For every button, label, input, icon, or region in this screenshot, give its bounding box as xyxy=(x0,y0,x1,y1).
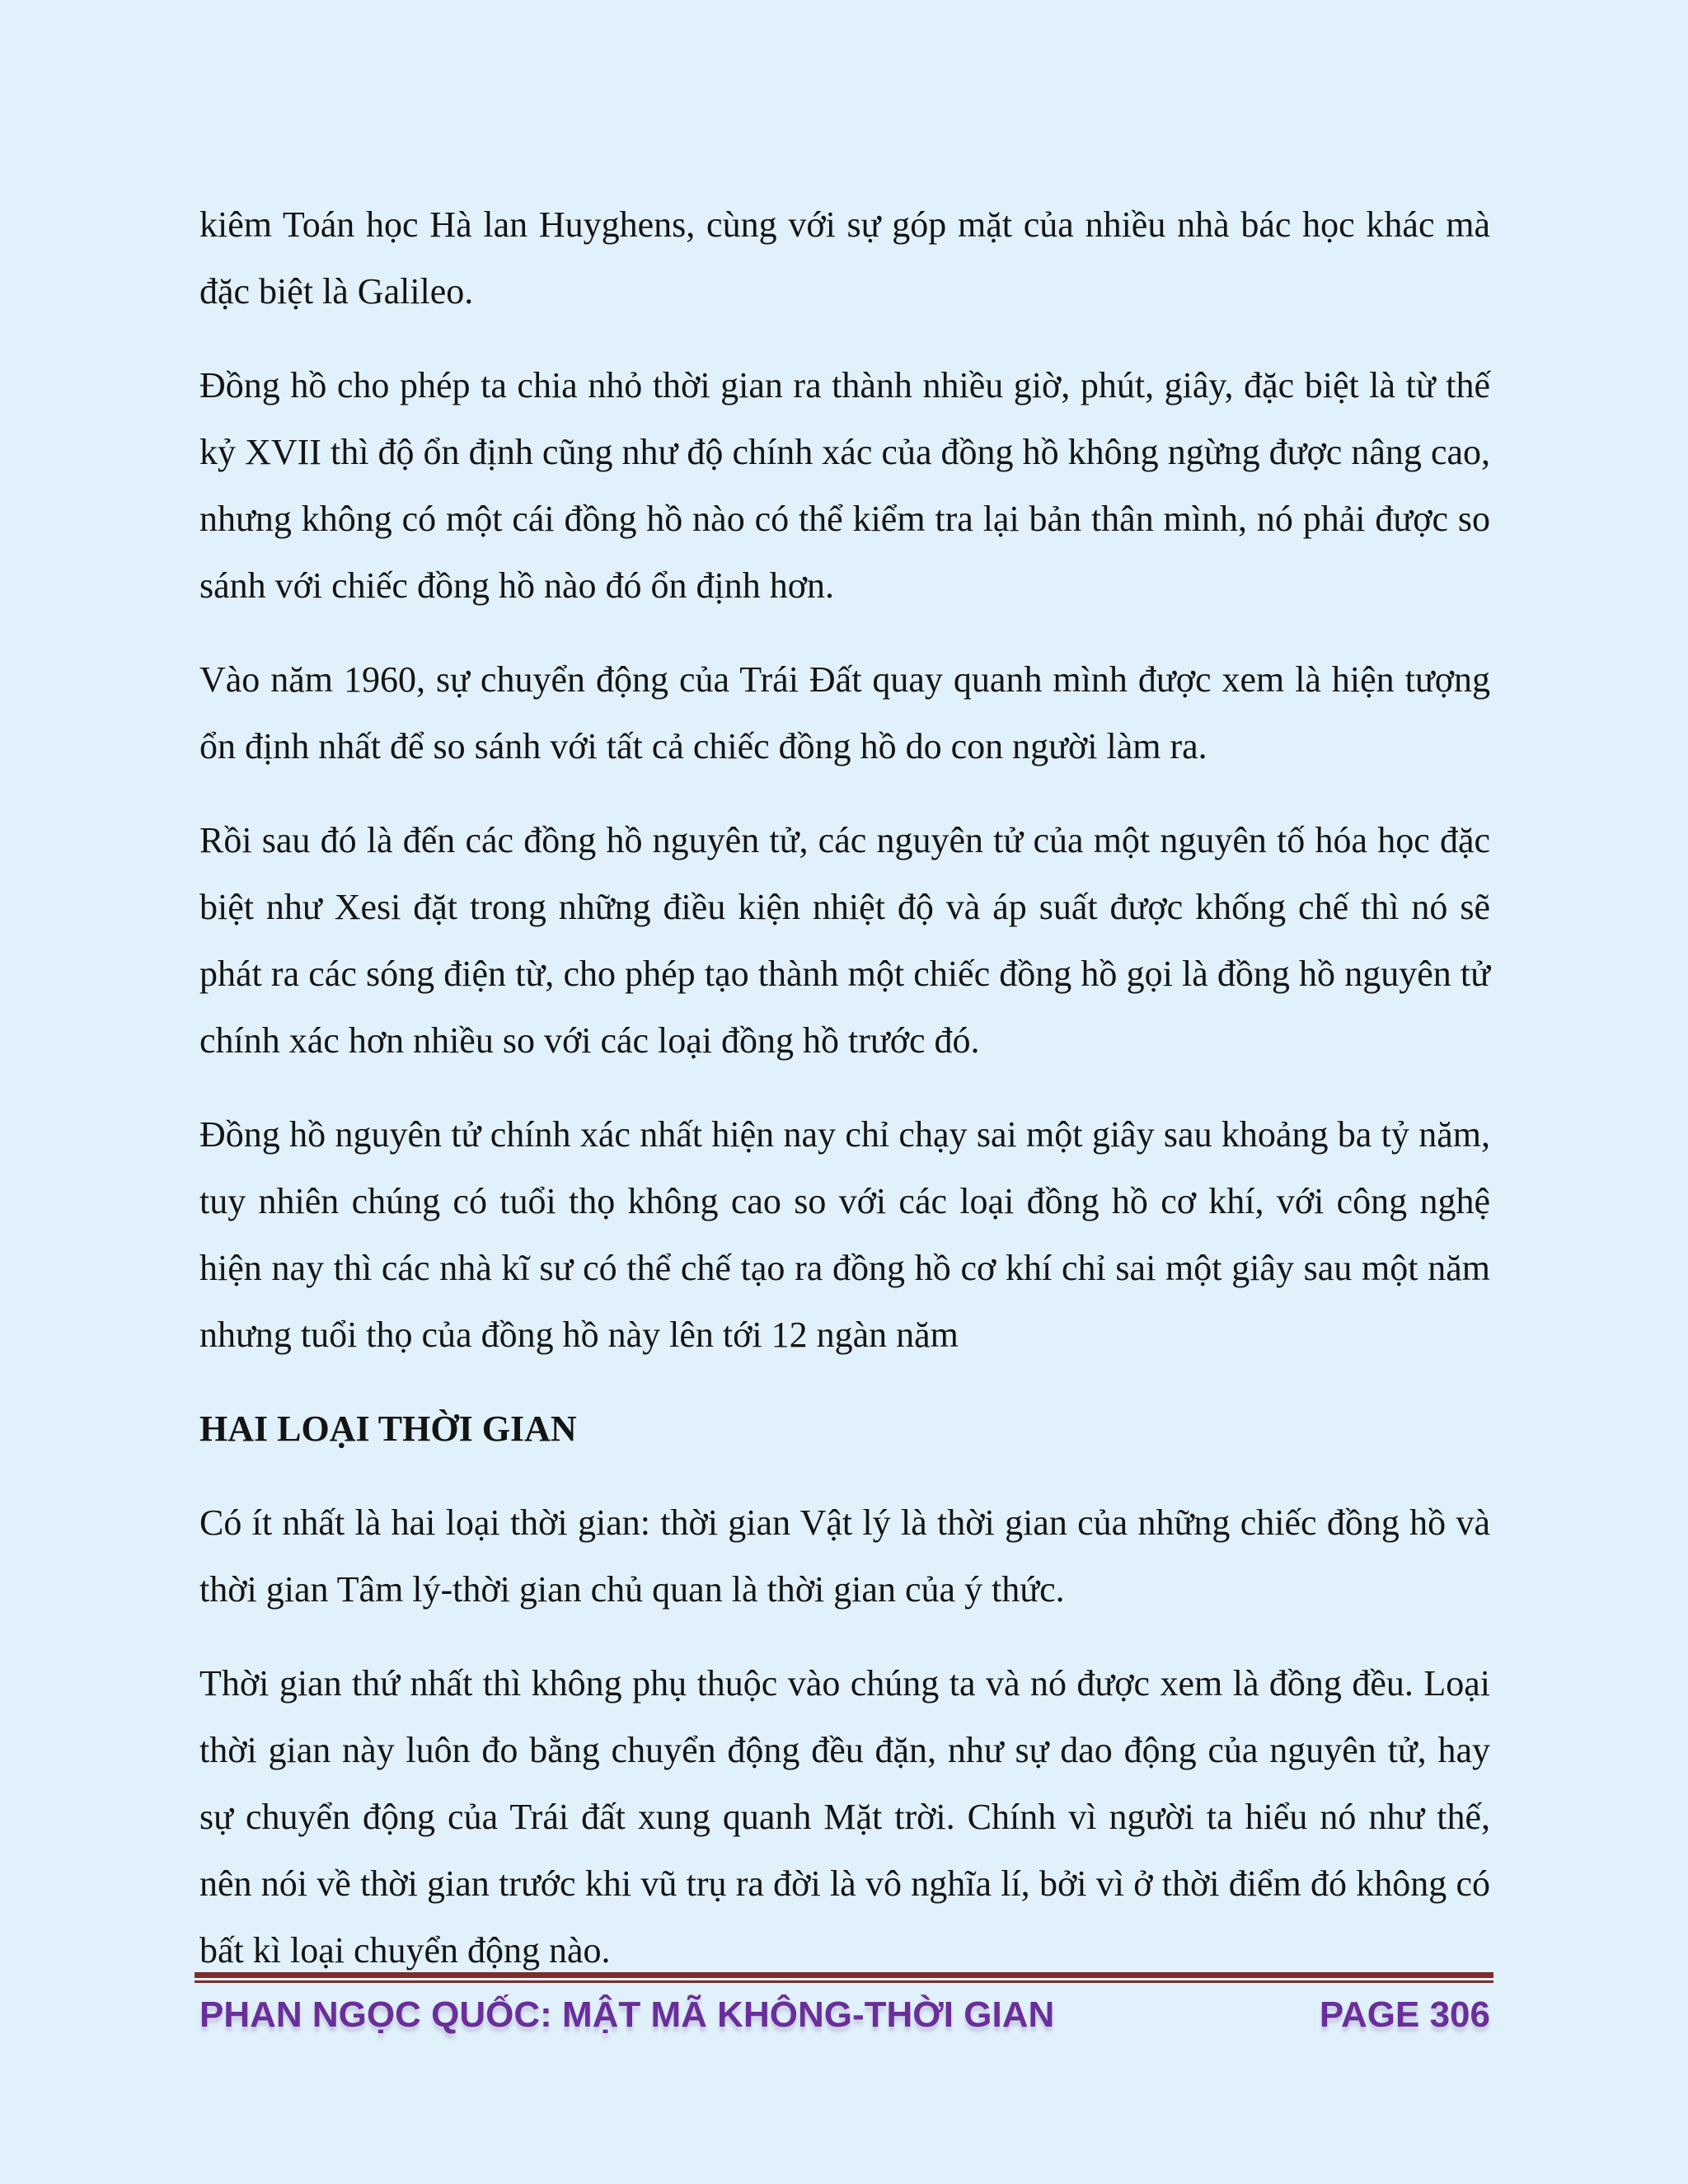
page-footer xyxy=(199,1986,1490,2044)
footer-rule-thick xyxy=(195,1972,1493,1978)
paragraph-huyghens: kiêm Toán học Hà lan Huyghens, cùng với sự góp mặt của nhiều nhà bác học khác mà đặc biệt là Galileo. xyxy=(199,204,1490,312)
page-body xyxy=(199,191,1490,2011)
paragraph-earth-rotation: Vào năm 1960, sự chuyển động của Trái Đất quay quanh mình được xem là hiện tượng ổn định nhất để so sánh với tất cả chiếc đồng hồ do con người làm ra. xyxy=(199,659,1490,766)
section-heading: HAI LOẠI THỜI GIAN xyxy=(199,1408,577,1449)
paragraph-atomic-clock: Rồi sau đó là đến các đồng hồ nguyên tử, các nguyên tử của một nguyên tố hóa học đặc biệt như Xesi đặt trong những điều kiện nhiệt độ và áp suất được khống chế thì nó sẽ phát ra các sóng điện từ, cho phép tạo thành một chiếc đồng hồ gọi là đồng hồ nguyên tử chính xác hơn nhiều so với các loại đồng hồ trước đó. xyxy=(199,820,1490,1061)
footer-page-number: PAGE 306 xyxy=(1319,1994,1490,2035)
paragraph-two-kinds-of-time: Có ít nhất là hai loại thời gian: thời gian Vật lý là thời gian của những chiếc đồng hồ và thời gian Tâm lý-thời gian chủ quan là thời gian của ý thức. xyxy=(199,1502,1490,1610)
paragraph-clock-precision: Đồng hồ cho phép ta chia nhỏ thời gian ra thành nhiều giờ, phút, giây, đặc biệt là từ thế kỷ XVII thì độ ổn định cũng như độ chính xác của đồng hồ không ngừng được nâng cao, nhưng không có một cái đồng hồ nào có thể kiểm tra lại bản thân mình, nó phải được so sánh với chiếc đồng hồ nào đó ổn định hơn. xyxy=(199,365,1490,606)
paragraph-physical-time: Thời gian thứ nhất thì không phụ thuộc vào chúng ta và nó được xem là đồng đều. Loại thời gian này luôn đo bằng chuyển động đều đặn, như sự dao động của nguyên tử, hay sự chuyển động của Trái đất xung quanh Mặt trời. Chính vì người ta hiểu nó như thế, nên nói về thời gian trước khi vũ trụ ra đời là vô nghĩa lí, bởi vì ở thời điểm đó không có bất kì loại chuyển động nào. xyxy=(199,1663,1490,1971)
footer-rule-thin xyxy=(195,1980,1493,1983)
footer-book-title: PHAN NGỌC QUỐC: MẬT MÃ KHÔNG-THỜI GIAN xyxy=(199,1994,1055,2035)
paragraph-atomic-accuracy: Đồng hồ nguyên tử chính xác nhất hiện nay chỉ chạy sai một giây sau khoảng ba tỷ năm, tuy nhiên chúng có tuổi thọ không cao so với các loại đồng hồ cơ khí, với công nghệ hiện nay thì các nhà kĩ sư có thể chế tạo ra đồng hồ cơ khí chỉ sai một giây sau một năm nhưng tuổi thọ của đồng hồ này lên tới 12 ngàn năm xyxy=(199,1114,1490,1355)
